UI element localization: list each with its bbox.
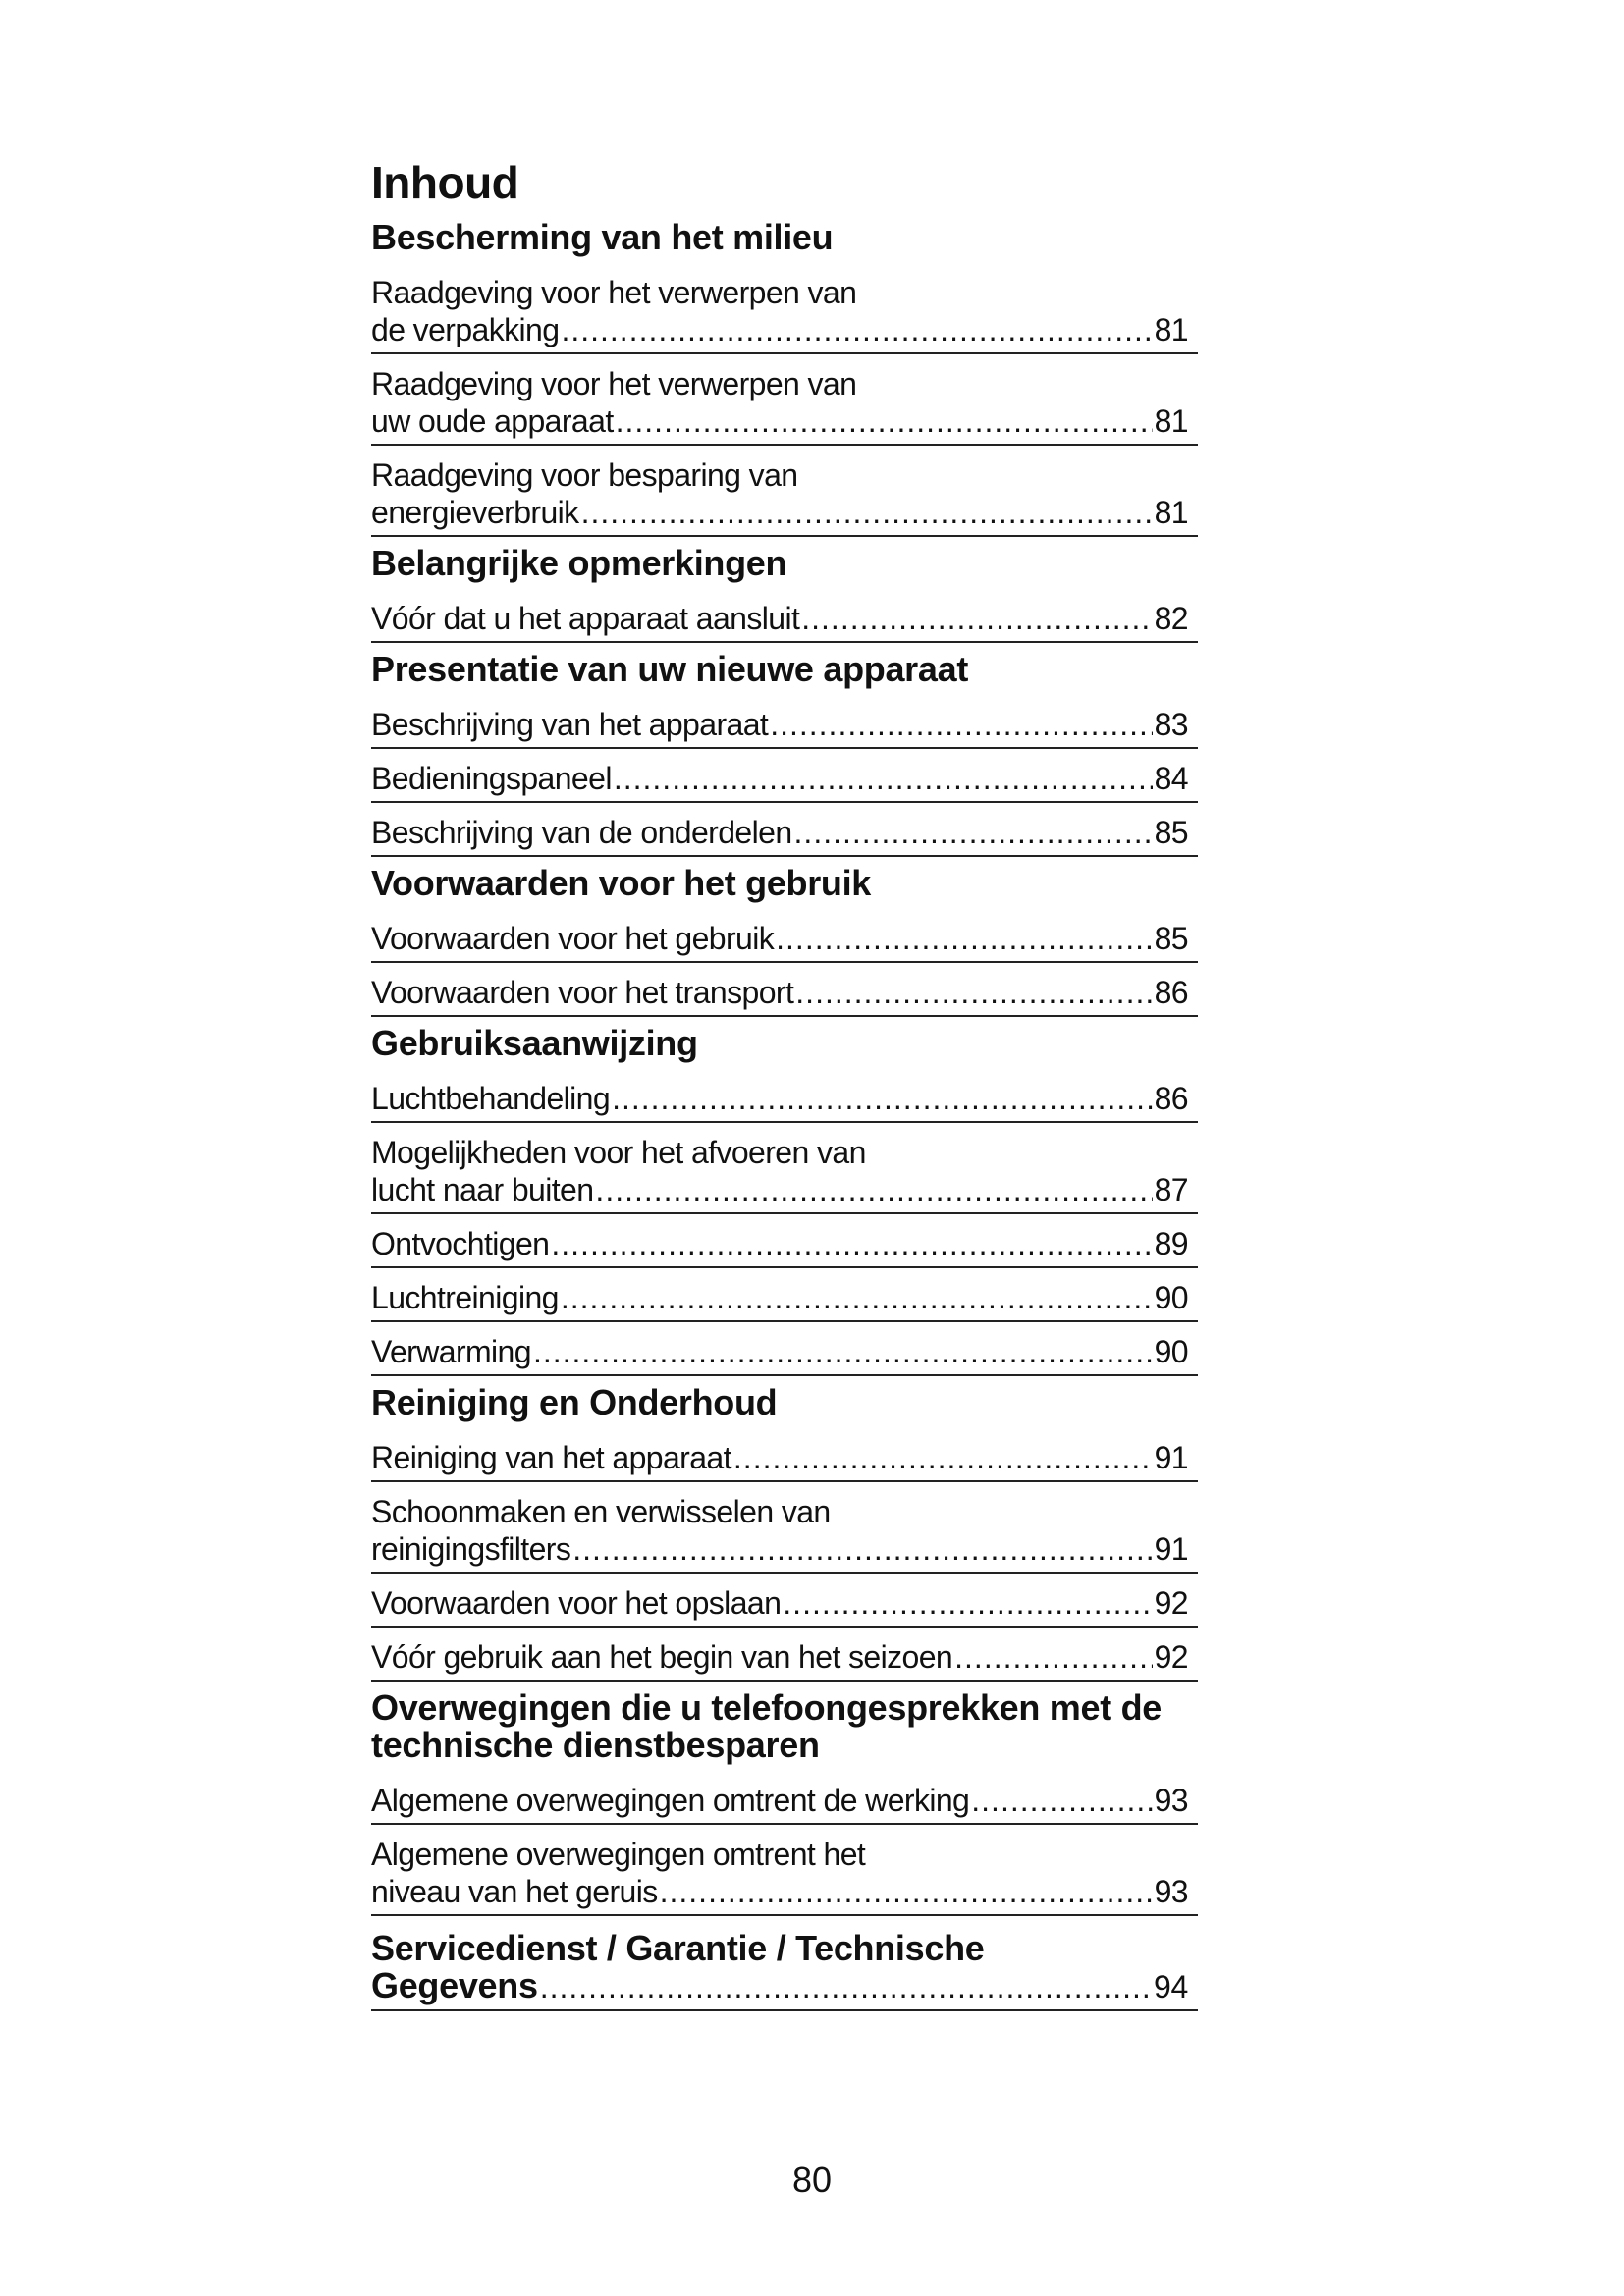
- toc-entry-last-line: [371, 1171, 1198, 1208]
- toc-entry-text: niveau van het geruis: [371, 1873, 658, 1909]
- toc-sections: [371, 216, 1198, 1916]
- toc-page-number: 89: [1154, 1225, 1188, 1261]
- toc-entry[interactable]: [371, 1632, 1198, 1682]
- toc-entry-text: Algemene overwegingen omtrent het: [371, 1836, 866, 1872]
- dot-leader: [616, 402, 1153, 440]
- toc-page-number: 94: [1154, 1968, 1188, 2004]
- toc-entry-text: Gegevens: [371, 1964, 538, 2005]
- dot-leader: [770, 706, 1152, 743]
- toc-entry-text: Algemene overwegingen omtrent de werking: [371, 1782, 970, 1818]
- toc-entry[interactable]: [371, 268, 1198, 354]
- toc-entry-last-line: [371, 1873, 1198, 1910]
- section-heading: Bescherming van het milieu: [371, 216, 834, 257]
- dot-leader: [572, 1530, 1152, 1568]
- toc-entry-text: Ontvochtigen: [371, 1225, 550, 1261]
- toc-entry-last-line: [371, 1279, 1198, 1316]
- toc-title: Inhoud: [371, 157, 519, 208]
- toc-entry[interactable]: [371, 754, 1198, 803]
- toc-entry-text: uw oude apparaat: [371, 402, 614, 439]
- toc-entry-text: Raadgeving voor het verwerpen van: [371, 274, 857, 310]
- toc-entry[interactable]: [371, 808, 1198, 857]
- dot-leader: [795, 974, 1152, 1011]
- toc-page-number: 81: [1154, 311, 1188, 347]
- toc-page-number: 90: [1154, 1279, 1188, 1315]
- toc-entry[interactable]: [371, 1433, 1198, 1482]
- dot-leader: [954, 1638, 1152, 1676]
- dot-leader: [783, 1584, 1152, 1622]
- toc-entry-last-line: [371, 402, 1198, 440]
- toc-final-entry[interactable]: [371, 1922, 1198, 2011]
- section-heading: Belangrijke opmerkingen: [371, 542, 787, 583]
- toc-entry-text: Voorwaarden voor het opslaan: [371, 1584, 782, 1621]
- toc-entry-text: de verpakking: [371, 311, 560, 347]
- section-heading: Gebruiksaanwijzing: [371, 1022, 698, 1063]
- toc-entry-text: Voorwaarden voor het gebruik: [371, 920, 775, 956]
- toc-entry-last-line: [371, 494, 1198, 531]
- toc-page-number: 81: [1154, 402, 1188, 439]
- dot-leader: [801, 600, 1152, 637]
- toc-entry-text: Servicedienst / Garantie / Technische: [371, 1927, 985, 1968]
- dot-leader: [533, 1333, 1153, 1370]
- toc-page-number: 83: [1154, 706, 1188, 742]
- dot-leader: [794, 814, 1153, 851]
- toc-entry-text: Beschrijving van de onderdelen: [371, 814, 792, 850]
- toc-entry-last-line: [371, 600, 1198, 637]
- toc-entry-text: Voorwaarden voor het transport: [371, 974, 794, 1010]
- toc-entry-text: Verwarming: [371, 1333, 531, 1369]
- toc-entry-text: reinigingsfilters: [371, 1530, 571, 1567]
- toc-page-number: 91: [1154, 1530, 1188, 1567]
- toc-entry[interactable]: [371, 1578, 1198, 1628]
- dot-leader: [660, 1873, 1153, 1910]
- toc-entry[interactable]: [371, 1273, 1198, 1322]
- toc-entry-last-line: [371, 1439, 1198, 1476]
- toc-entry-text: Luchtbehandeling: [371, 1080, 611, 1116]
- toc-entry-last-line: [371, 706, 1198, 743]
- dot-leader: [561, 311, 1152, 348]
- toc-page-number: 85: [1154, 814, 1188, 850]
- toc-page-number: 92: [1154, 1584, 1188, 1621]
- toc-page-number: 86: [1154, 974, 1188, 1010]
- dot-leader: [561, 1279, 1153, 1316]
- toc-page-number: 85: [1154, 920, 1188, 956]
- toc-entry[interactable]: [371, 1074, 1198, 1123]
- toc-entry-text: Beschrijving van het apparaat: [371, 706, 769, 742]
- dot-leader: [595, 1171, 1152, 1208]
- toc-entry-last-line: [371, 1782, 1198, 1819]
- page-number: 80: [791, 2160, 833, 2200]
- toc-entry[interactable]: [371, 1128, 1198, 1214]
- dot-leader: [733, 1439, 1153, 1476]
- toc-entry[interactable]: [371, 914, 1198, 963]
- toc-entry-last-line: [371, 1225, 1198, 1262]
- toc-page-number: 87: [1154, 1171, 1188, 1207]
- toc-entry[interactable]: [371, 1830, 1198, 1916]
- toc-entry-text: Mogelijkheden voor het afvoeren van: [371, 1134, 866, 1170]
- toc-entry-last-line: [371, 1530, 1198, 1568]
- toc-page-number: 82: [1154, 600, 1188, 636]
- toc-entry[interactable]: [371, 1219, 1198, 1268]
- toc-entry-last-line: [371, 974, 1198, 1011]
- toc-entry-text: Vóór gebruik aan het begin van het seizoen: [371, 1638, 953, 1675]
- toc-entry[interactable]: [371, 700, 1198, 749]
- toc-entry-last-line: [371, 1333, 1198, 1370]
- toc-page-number: 81: [1154, 494, 1188, 530]
- toc-entry[interactable]: [371, 1327, 1198, 1376]
- toc-page-number: 84: [1154, 760, 1188, 796]
- toc-entry-text: Reiniging van het apparaat: [371, 1439, 731, 1475]
- toc-entry-last-line: [371, 311, 1198, 348]
- section-heading: Presentatie van uw nieuwe apparaat: [371, 648, 969, 689]
- toc-entry-text: Vóór dat u het apparaat aansluit: [371, 600, 800, 636]
- toc-entry[interactable]: [371, 1776, 1198, 1825]
- dot-leader: [540, 1968, 1152, 2005]
- toc-entry[interactable]: [371, 968, 1198, 1017]
- toc-entry[interactable]: [371, 451, 1198, 537]
- toc-entry-last-line: [371, 1638, 1198, 1676]
- toc-entry[interactable]: [371, 594, 1198, 643]
- toc-entry-last-line: [371, 760, 1198, 797]
- toc-entry-last-line: [371, 1964, 1198, 2005]
- dot-leader: [971, 1782, 1152, 1819]
- section-heading: Reiniging en Onderhoud: [371, 1381, 778, 1422]
- toc-entry-text: Bedieningspaneel: [371, 760, 612, 796]
- toc-entry-text: lucht naar buiten: [371, 1171, 594, 1207]
- section-heading: Overwegingen die u telefoongesprekken met de technische dienstbesparen: [371, 1686, 1163, 1765]
- toc-page-number: 93: [1154, 1782, 1188, 1818]
- toc-entry[interactable]: [371, 359, 1198, 446]
- toc-page-number: 92: [1154, 1638, 1188, 1675]
- toc-entry-last-line: [371, 920, 1198, 957]
- dot-leader: [612, 1080, 1153, 1117]
- section-heading: Voorwaarden voor het gebruik: [371, 862, 872, 903]
- toc-entry-text: Luchtreiniging: [371, 1279, 559, 1315]
- toc-entry-text: Schoonmaken en verwisselen van: [371, 1493, 831, 1529]
- toc-page-number: 91: [1154, 1439, 1188, 1475]
- toc-entry-last-line: [371, 814, 1198, 851]
- toc-entry-text: Raadgeving voor besparing van: [371, 456, 798, 493]
- table-of-contents: [371, 157, 1198, 2011]
- toc-page-number: 93: [1154, 1873, 1188, 1909]
- dot-leader: [551, 1225, 1152, 1262]
- toc-page-number: 90: [1154, 1333, 1188, 1369]
- dot-leader: [614, 760, 1153, 797]
- toc-entry-last-line: [371, 1584, 1198, 1622]
- toc-entry-text: Raadgeving voor het verwerpen van: [371, 365, 857, 401]
- dot-leader: [581, 494, 1153, 531]
- toc-entry[interactable]: [371, 1487, 1198, 1574]
- toc-entry-text: energieverbruik: [371, 494, 579, 530]
- toc-page-number: 86: [1154, 1080, 1188, 1116]
- toc-entry-last-line: [371, 1080, 1198, 1117]
- dot-leader: [776, 920, 1152, 957]
